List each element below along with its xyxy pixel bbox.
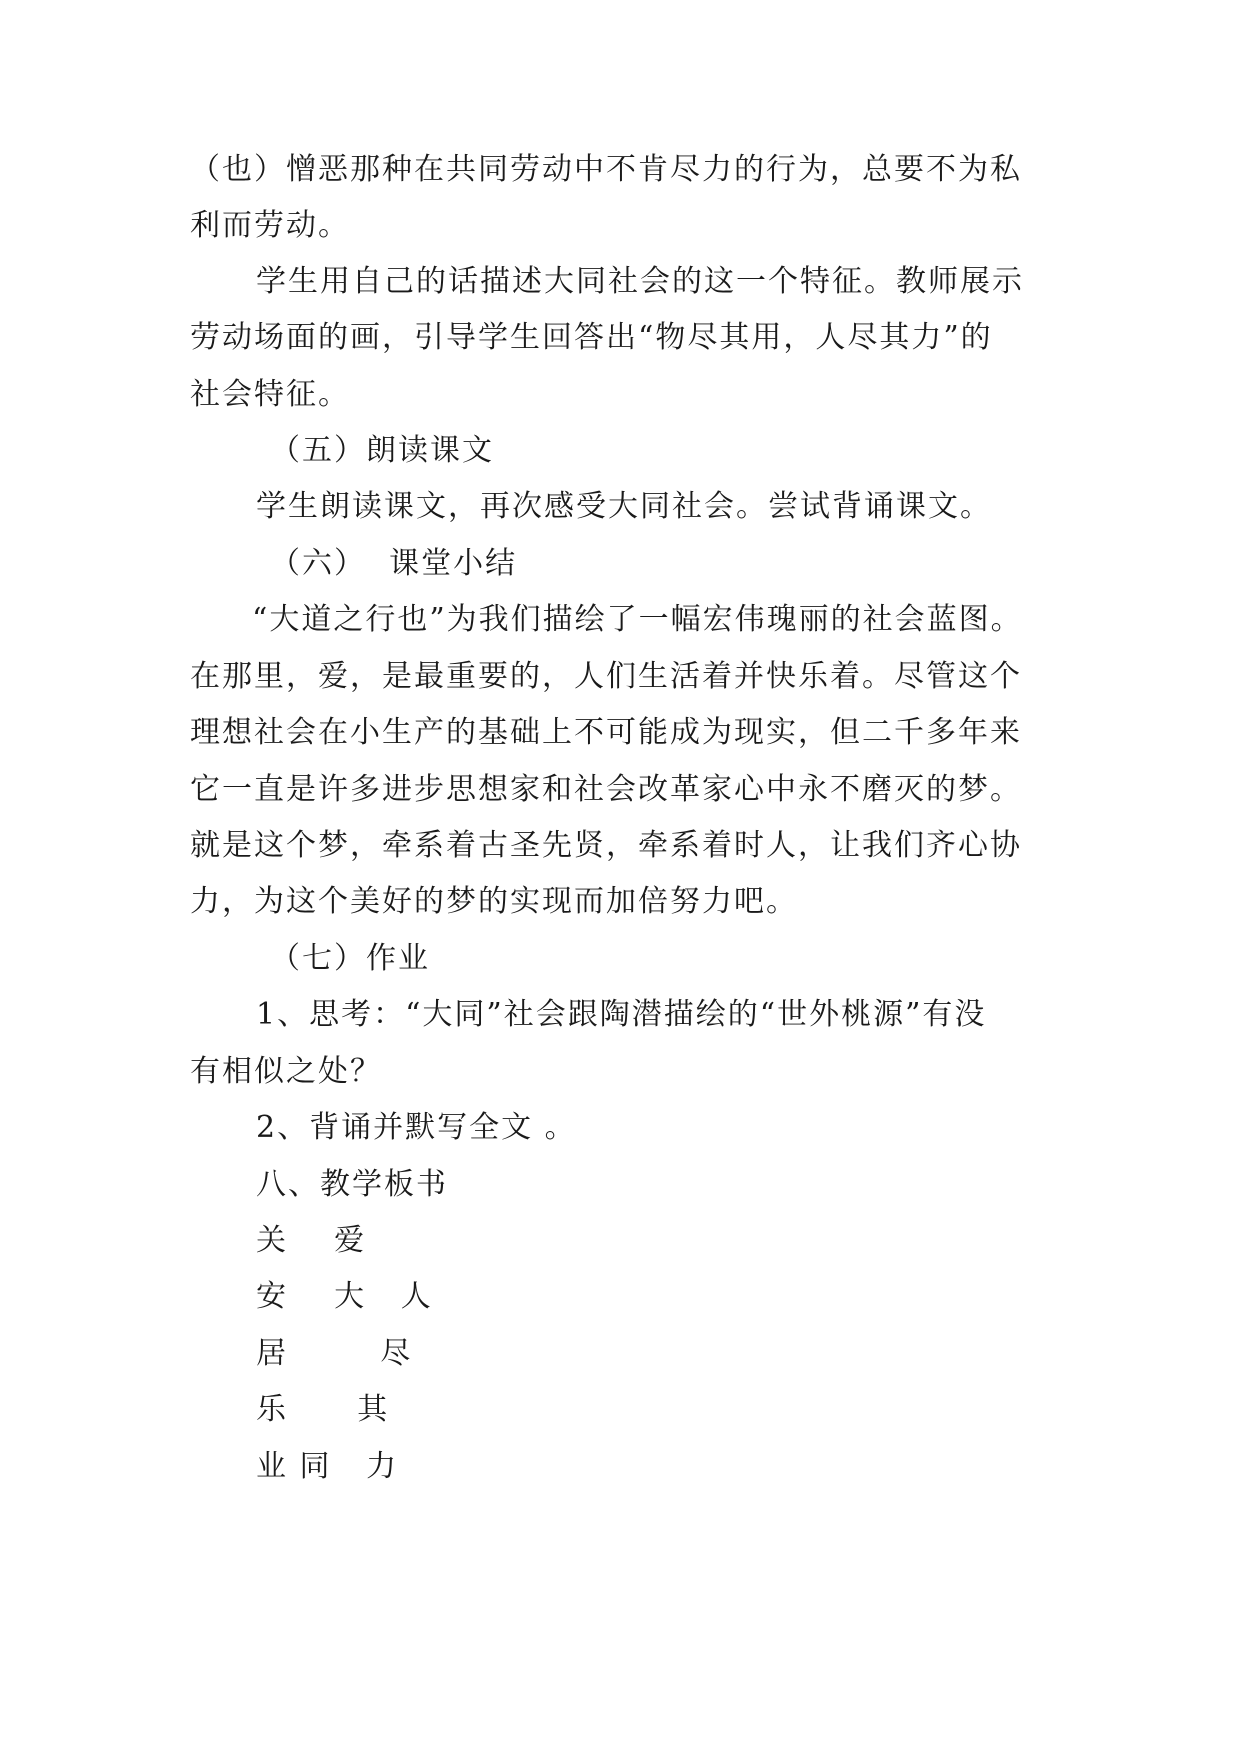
board-line: 业 同 力 bbox=[256, 1449, 399, 1484]
paragraph-line: 它一直是许多进步思想家和社会改革家心中永不磨灭的梦。 bbox=[190, 772, 1022, 807]
board-line: 乐 其 bbox=[256, 1392, 390, 1427]
paragraph-line: 学生朗读课文，再次感受大同社会。尝试背诵课文。 bbox=[256, 489, 992, 524]
paragraph-line: 在那里，爱，是最重要的，人们生活着并快乐着。尽管这个 bbox=[190, 659, 1022, 694]
section-heading: （六） 课堂小结 bbox=[270, 546, 518, 581]
paragraph-line: “大道之行也”为我们描绘了一幅宏伟瑰丽的社会蓝图。 bbox=[252, 602, 1023, 637]
section-heading: （五）朗读课文 bbox=[270, 433, 494, 468]
paragraph-line: 力，为这个美好的梦的实现而加倍努力吧。 bbox=[190, 884, 798, 919]
paragraph-line: 社会特征。 bbox=[190, 377, 350, 412]
board-line: 居 尽 bbox=[256, 1336, 413, 1371]
board-line: 关 爱 bbox=[256, 1223, 367, 1258]
paragraph-line: 利而劳动。 bbox=[190, 208, 350, 243]
paragraph-line: 1、思考：“大同”社会跟陶潜描绘的“世外桃源”有没 bbox=[256, 997, 987, 1032]
paragraph-line: 学生用自己的话描述大同社会的这一个特征。教师展示 bbox=[256, 264, 1024, 299]
paragraph-line: （也）憎恶那种在共同劳动中不肯尽力的行为，总要不为私 bbox=[190, 152, 1022, 187]
section-heading: （七）作业 bbox=[270, 941, 430, 976]
paragraph-line: 劳动场面的画，引导学生回答出“物尽其用，人尽其力”的 bbox=[190, 320, 993, 355]
section-heading: 八、教学板书 bbox=[256, 1167, 448, 1202]
paragraph-line: 就是这个梦，牵系着古圣先贤，牵系着时人，让我们齐心协 bbox=[190, 828, 1022, 863]
board-line: 安 大 人 bbox=[256, 1279, 433, 1314]
paragraph-line: 有相似之处？ bbox=[190, 1054, 382, 1089]
paragraph-line: 理想社会在小生产的基础上不可能成为现实，但二千多年来 bbox=[190, 715, 1022, 750]
paragraph-line: 2、背诵并默写全文 。 bbox=[256, 1110, 577, 1145]
